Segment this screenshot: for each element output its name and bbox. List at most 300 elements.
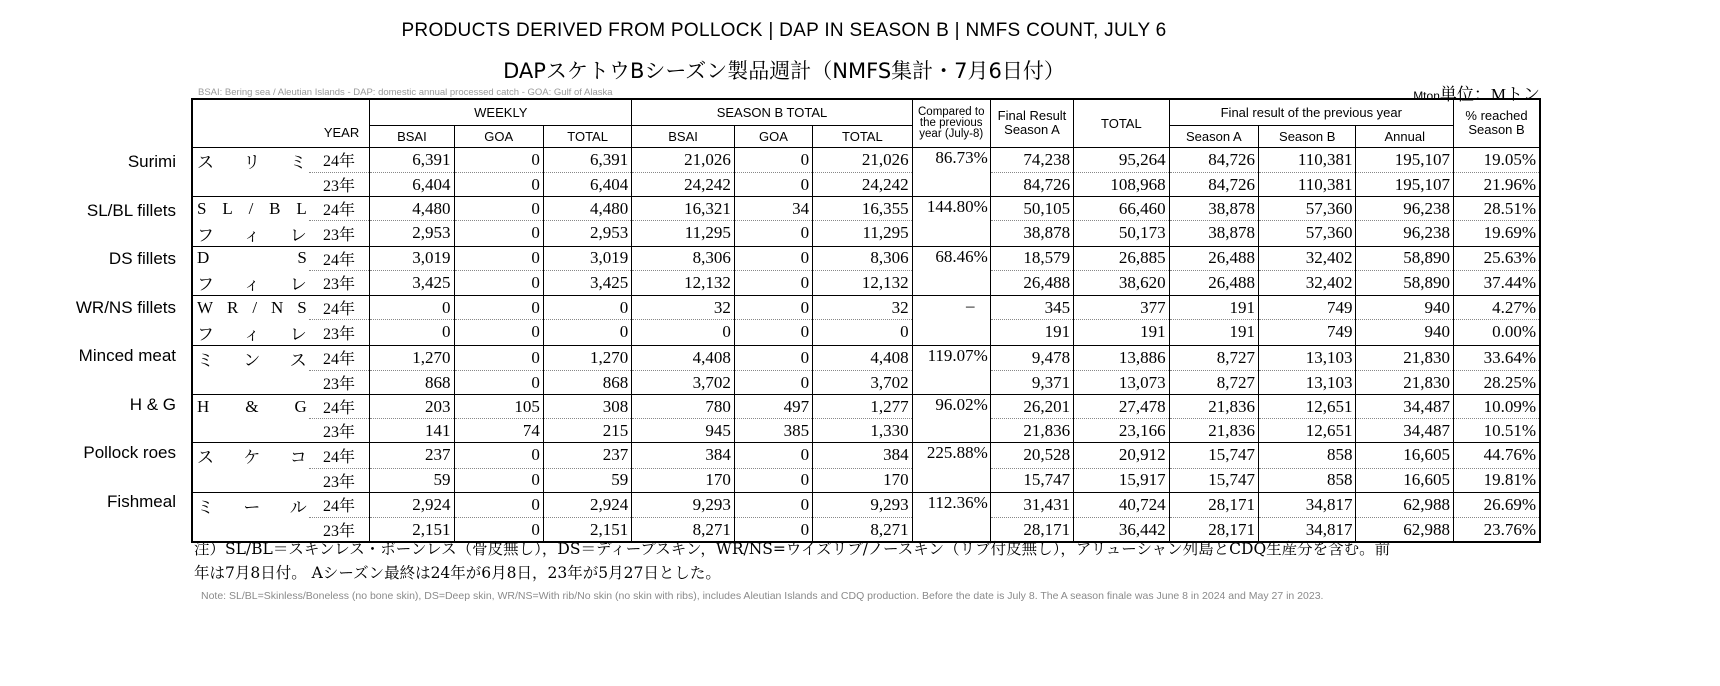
weekly-bsai-cell: 1,270 [370, 345, 454, 371]
prev-annual-cell: 34,487 [1356, 395, 1454, 419]
product-jp-char: ス [197, 448, 214, 467]
total-2-cell: 20,912 [1074, 443, 1169, 469]
weekly-goa-cell: 0 [454, 197, 543, 221]
prev-season-a-cell: 26,488 [1169, 270, 1258, 296]
product-jp-char: ケ [243, 448, 261, 467]
pct-reached-cell: 19.69% [1454, 221, 1541, 247]
product-jp-char: S [297, 248, 307, 268]
pct-reached-cell: 4.27% [1454, 296, 1541, 320]
final-season-a-cell: 74,238 [990, 147, 1073, 173]
b-bsai-cell: 11,295 [632, 221, 735, 247]
total-2-cell: 108,968 [1074, 173, 1169, 197]
year-cell: 24年 [309, 147, 370, 173]
total-2-cell: 13,886 [1074, 345, 1169, 371]
final-season-a-cell: 20,528 [990, 443, 1073, 469]
product-jp-char: D [197, 248, 210, 268]
weekly-goa-cell: 0 [454, 246, 543, 270]
product-label: Minced meat [78, 346, 176, 365]
compared-cell: 112.36% [912, 492, 990, 542]
product-jp-char: H [197, 396, 210, 416]
product-jp-char: ィ [243, 324, 261, 344]
b-goa-cell: 0 [734, 270, 812, 296]
product-jp-name [192, 345, 309, 371]
total-2-cell: 15,917 [1074, 468, 1169, 492]
prev-season-a-cell: 38,878 [1169, 221, 1258, 247]
header-b-total: TOTAL [813, 125, 913, 147]
header-prev-season-a: Season A [1169, 125, 1258, 147]
weekly-bsai-cell: 6,391 [370, 147, 454, 173]
product-jp-name [192, 320, 309, 346]
pct-reached-cell: 23.76% [1454, 518, 1541, 543]
title-japanese: DAPスケトウBシーズン製品週計（NMFS集計・7月6日付） [503, 59, 1065, 83]
pct-reached-cell: 10.51% [1454, 419, 1541, 443]
weekly-total-cell: 2,953 [543, 221, 631, 247]
prev-season-b-cell: 110,381 [1258, 173, 1356, 197]
compared-cell: – [912, 296, 990, 346]
final-season-a-cell: 18,579 [990, 246, 1073, 270]
final-season-a-cell: 84,726 [990, 173, 1073, 197]
compared-cell: 86.73% [912, 147, 990, 197]
year-cell: 23年 [309, 173, 370, 197]
prev-season-b-cell: 34,817 [1258, 518, 1356, 543]
pct-reached-cell: 44.76% [1454, 443, 1541, 469]
product-jp-name [192, 371, 309, 395]
header-weekly-total: TOTAL [543, 125, 631, 147]
year-cell: 23年 [309, 371, 370, 395]
product-jp-char: N [271, 297, 284, 317]
pct-reached-cell: 10.09% [1454, 395, 1541, 419]
year-cell: 24年 [309, 395, 370, 419]
b-bsai-cell: 170 [632, 468, 735, 492]
table-row [192, 221, 1540, 247]
prev-season-a-cell: 28,171 [1169, 518, 1258, 543]
prev-season-b-cell: 13,103 [1258, 371, 1356, 395]
product-label: Pollock roes [83, 443, 176, 462]
product-jp-char: ン [243, 350, 261, 370]
product-jp-name [192, 296, 309, 320]
weekly-total-cell: 215 [543, 419, 631, 443]
prev-season-b-cell: 13,103 [1258, 345, 1356, 371]
pct-reached-cell: 25.63% [1454, 246, 1541, 270]
prev-season-b-cell: 12,651 [1258, 395, 1356, 419]
table-row [192, 270, 1540, 296]
weekly-bsai-cell: 6,404 [370, 173, 454, 197]
b-bsai-cell: 8,306 [632, 246, 735, 270]
final-season-a-cell: 21,836 [990, 419, 1073, 443]
b-goa-cell: 0 [734, 345, 812, 371]
table-row [192, 492, 1540, 518]
table-row [192, 395, 1540, 419]
b-goa-cell: 0 [734, 492, 812, 518]
pct-reached-cell: 19.81% [1454, 468, 1541, 492]
header-prev-annual: Annual [1356, 125, 1454, 147]
product-jp-char: ル [289, 497, 307, 517]
prev-season-b-cell: 12,651 [1258, 419, 1356, 443]
table-body [192, 147, 1540, 542]
b-bsai-cell: 9,293 [632, 492, 735, 518]
abbreviations-legend: BSAI: Bering sea / Aleutian Islands - DAP: domestic annual processed catch - GOA: Gulf of Alaska [198, 87, 613, 98]
total-2-cell: 95,264 [1074, 147, 1169, 173]
header-season-b-total: SEASON B TOTAL [632, 99, 912, 125]
year-cell: 24年 [309, 345, 370, 371]
product-jp-char: フ [197, 275, 214, 294]
weekly-total-cell: 0 [543, 320, 631, 346]
weekly-total-cell: 3,019 [543, 246, 631, 270]
final-season-a-cell: 191 [990, 320, 1073, 346]
product-jp-char: ー [243, 497, 261, 517]
unit-label-jp: 単位：Mトン [1439, 85, 1540, 104]
year-cell: 24年 [309, 246, 370, 270]
product-jp-name [192, 468, 309, 492]
weekly-total-cell: 237 [543, 443, 631, 469]
total-2-cell: 23,166 [1074, 419, 1169, 443]
total-2-cell: 377 [1074, 296, 1169, 320]
header-weekly-bsai: BSAI [370, 125, 454, 147]
b-total-cell: 1,277 [813, 395, 913, 419]
header-year: YEAR [323, 124, 360, 140]
prev-annual-cell: 21,830 [1356, 371, 1454, 395]
final-season-a-cell: 26,201 [990, 395, 1073, 419]
product-jp-char: リ [243, 152, 261, 172]
note-japanese [194, 537, 1544, 585]
weekly-goa-cell: 0 [454, 371, 543, 395]
weekly-goa-cell: 0 [454, 492, 543, 518]
product-labels [0, 147, 176, 535]
note-japanese-line-2: 年は7月8日付。 Aシーズン最終は24年が6月8日，23年が5月27日とした。 [194, 564, 721, 582]
product-label: SL/BL fillets [86, 200, 176, 220]
header-reached: % reached Season B [1454, 99, 1541, 147]
prev-annual-cell: 16,605 [1356, 443, 1454, 469]
weekly-total-cell: 308 [543, 395, 631, 419]
prev-season-b-cell: 749 [1258, 296, 1356, 320]
weekly-goa-cell: 105 [454, 395, 543, 419]
product-jp-char: レ [289, 324, 307, 344]
prev-annual-cell: 940 [1356, 296, 1454, 320]
weekly-bsai-cell: 0 [370, 320, 454, 346]
note-english: Note: SL/BL=Skinless/Boneless (no bone skin), DS=Deep skin, WR/NS=With rib/No skin (no skin with ribs), includes Aleutian Islands and CDQ production. Before the date is July 8. The A season finale was June 8 in 2024 and May 27 in 2023. [201, 590, 1324, 602]
product-jp-char: レ [289, 275, 307, 294]
b-goa-cell: 0 [734, 147, 812, 173]
header-b-goa: GOA [734, 125, 812, 147]
prev-season-a-cell: 21,836 [1169, 395, 1258, 419]
b-bsai-cell: 16,321 [632, 197, 735, 221]
product-label: H & G [129, 394, 176, 414]
header-prev-year: Final result of the previous year [1169, 99, 1453, 125]
product-jp-char: レ [289, 225, 307, 245]
product-jp-char: W [197, 297, 214, 317]
product-jp-char: G [294, 396, 307, 416]
weekly-bsai-cell: 3,019 [370, 246, 454, 270]
compared-cell: 144.80% [912, 197, 990, 247]
weekly-goa-cell: 0 [454, 221, 543, 247]
note-japanese-line-1: 注）SL/BL＝スキンレス・ボーンレス（骨皮無し），DS＝ディープスキン，WR/NS=ウイズリブ/ノースキン（リブ付皮無し），アリューシャン列島とCDQ生産分を含む。前 [194, 540, 1391, 558]
b-total-cell: 0 [813, 320, 913, 346]
table-row [192, 443, 1540, 469]
prev-season-a-cell: 38,878 [1169, 197, 1258, 221]
b-goa-cell: 0 [734, 221, 812, 247]
header-prev-season-b: Season B [1258, 125, 1356, 147]
b-total-cell: 21,026 [813, 147, 913, 173]
product-jp-char: ィ [243, 275, 261, 294]
product-jp-char: ス [197, 152, 214, 172]
final-season-a-cell: 9,478 [990, 345, 1073, 371]
prev-annual-cell: 195,107 [1356, 173, 1454, 197]
pct-reached-cell: 33.64% [1454, 345, 1541, 371]
b-total-cell: 3,702 [813, 371, 913, 395]
prev-season-a-cell: 84,726 [1169, 173, 1258, 197]
year-cell: 24年 [309, 197, 370, 221]
product-jp-char: フ [197, 225, 214, 245]
b-bsai-cell: 32 [632, 296, 735, 320]
pct-reached-cell: 26.69% [1454, 492, 1541, 518]
product-jp-char: ミ [289, 152, 307, 172]
b-goa-cell: 0 [734, 246, 812, 270]
total-2-cell: 38,620 [1074, 270, 1169, 296]
product-jp-char: / [248, 198, 254, 218]
product-jp-char: ミ [197, 350, 214, 370]
pct-reached-cell: 28.25% [1454, 371, 1541, 395]
table-row [192, 371, 1540, 395]
b-total-cell: 16,355 [813, 197, 913, 221]
title-english: PRODUCTS DERIVED FROM POLLOCK | DAP IN SEASON B | NMFS COUNT, JULY 6 [401, 20, 1167, 41]
header-b-bsai: BSAI [632, 125, 735, 147]
b-goa-cell: 497 [734, 395, 812, 419]
prev-season-b-cell: 110,381 [1258, 147, 1356, 173]
total-2-cell: 40,724 [1074, 492, 1169, 518]
weekly-goa-cell: 0 [454, 320, 543, 346]
weekly-bsai-cell: 2,953 [370, 221, 454, 247]
b-bsai-cell: 3,702 [632, 371, 735, 395]
prev-season-b-cell: 858 [1258, 468, 1356, 492]
product-jp-name [192, 147, 309, 173]
prev-annual-cell: 940 [1356, 320, 1454, 346]
prev-annual-cell: 58,890 [1356, 270, 1454, 296]
weekly-total-cell: 2,151 [543, 518, 631, 543]
product-jp-char: / [252, 297, 258, 317]
prev-annual-cell: 16,605 [1356, 468, 1454, 492]
weekly-goa-cell: 0 [454, 173, 543, 197]
total-2-cell: 26,885 [1074, 246, 1169, 270]
product-label: DS fillets [108, 249, 176, 268]
prev-annual-cell: 96,238 [1356, 197, 1454, 221]
b-bsai-cell: 21,026 [632, 147, 735, 173]
weekly-total-cell: 3,425 [543, 270, 631, 296]
prev-season-a-cell: 15,747 [1169, 468, 1258, 492]
prev-season-b-cell: 32,402 [1258, 270, 1356, 296]
b-goa-cell: 0 [734, 443, 812, 469]
product-label: WR/NS fillets [75, 297, 176, 317]
weekly-bsai-cell: 3,425 [370, 270, 454, 296]
b-total-cell: 9,293 [813, 492, 913, 518]
compared-cell: 225.88% [912, 443, 990, 493]
year-cell: 23年 [309, 419, 370, 443]
pct-reached-cell: 28.51% [1454, 197, 1541, 221]
product-label: Surimi [127, 152, 176, 171]
b-bsai-cell: 24,242 [632, 173, 735, 197]
b-goa-cell: 385 [734, 419, 812, 443]
b-total-cell: 384 [813, 443, 913, 469]
prev-annual-cell: 34,487 [1356, 419, 1454, 443]
header-total-2: TOTAL [1074, 99, 1169, 147]
header-compared: Compared to the previous year (July-8) [912, 99, 990, 147]
product-jp-char: フ [197, 324, 214, 344]
product-jp-char: L [222, 198, 233, 218]
prev-annual-cell: 62,988 [1356, 492, 1454, 518]
header-weekly-goa: GOA [454, 125, 543, 147]
b-total-cell: 8,271 [813, 518, 913, 543]
weekly-total-cell: 868 [543, 371, 631, 395]
total-2-cell: 13,073 [1074, 371, 1169, 395]
b-total-cell: 32 [813, 296, 913, 320]
weekly-goa-cell: 0 [454, 147, 543, 173]
product-jp-name [192, 221, 309, 247]
weekly-total-cell: 2,924 [543, 492, 631, 518]
product-jp-name [192, 173, 309, 197]
weekly-bsai-cell: 203 [370, 395, 454, 419]
b-total-cell: 8,306 [813, 246, 913, 270]
pct-reached-cell: 21.96% [1454, 173, 1541, 197]
compared-cell: 68.46% [912, 246, 990, 296]
product-jp-char: R [227, 297, 239, 317]
b-total-cell: 11,295 [813, 221, 913, 247]
product-jp-char: コ [289, 448, 307, 467]
year-cell: 23年 [309, 221, 370, 247]
weekly-bsai-cell: 59 [370, 468, 454, 492]
table-row [192, 345, 1540, 371]
b-goa-cell: 34 [734, 197, 812, 221]
prev-season-b-cell: 32,402 [1258, 246, 1356, 270]
total-2-cell: 66,460 [1074, 197, 1169, 221]
product-jp-char: S [197, 198, 207, 218]
b-total-cell: 170 [813, 468, 913, 492]
weekly-bsai-cell: 0 [370, 296, 454, 320]
prev-season-a-cell: 15,747 [1169, 443, 1258, 469]
weekly-bsai-cell: 868 [370, 371, 454, 395]
pct-reached-cell: 37.44% [1454, 270, 1541, 296]
weekly-goa-cell: 0 [454, 270, 543, 296]
final-season-a-cell: 50,105 [990, 197, 1073, 221]
weekly-bsai-cell: 141 [370, 419, 454, 443]
weekly-total-cell: 1,270 [543, 345, 631, 371]
year-cell: 23年 [309, 270, 370, 296]
prev-season-a-cell: 8,727 [1169, 371, 1258, 395]
unit-label-en: Mton [1413, 89, 1440, 103]
total-2-cell: 50,173 [1074, 221, 1169, 247]
b-bsai-cell: 12,132 [632, 270, 735, 296]
table-row [192, 173, 1540, 197]
b-bsai-cell: 384 [632, 443, 735, 469]
prev-season-b-cell: 34,817 [1258, 492, 1356, 518]
prev-season-b-cell: 57,360 [1258, 197, 1356, 221]
b-total-cell: 4,408 [813, 345, 913, 371]
weekly-goa-cell: 0 [454, 518, 543, 543]
product-jp-char: B [269, 198, 281, 218]
header-blank [192, 99, 370, 147]
prev-season-a-cell: 191 [1169, 320, 1258, 346]
b-goa-cell: 0 [734, 518, 812, 543]
header-final-season-a: Final Result Season A [990, 99, 1073, 147]
weekly-total-cell: 0 [543, 296, 631, 320]
product-jp-name [192, 492, 309, 518]
weekly-total-cell: 6,404 [543, 173, 631, 197]
prev-annual-cell: 58,890 [1356, 246, 1454, 270]
year-cell: 23年 [309, 320, 370, 346]
year-cell: 24年 [309, 492, 370, 518]
b-bsai-cell: 0 [632, 320, 735, 346]
prev-season-a-cell: 84,726 [1169, 147, 1258, 173]
prev-season-b-cell: 858 [1258, 443, 1356, 469]
header-weekly: WEEKLY [370, 99, 632, 125]
weekly-goa-cell: 74 [454, 419, 543, 443]
weekly-bsai-cell: 4,480 [370, 197, 454, 221]
table-row [192, 197, 1540, 221]
compared-cell: 96.02% [912, 395, 990, 443]
weekly-goa-cell: 0 [454, 468, 543, 492]
final-season-a-cell: 28,171 [990, 518, 1073, 543]
b-goa-cell: 0 [734, 371, 812, 395]
total-2-cell: 36,442 [1074, 518, 1169, 543]
product-jp-name [192, 419, 309, 443]
b-goa-cell: 0 [734, 296, 812, 320]
weekly-goa-cell: 0 [454, 345, 543, 371]
total-2-cell: 27,478 [1074, 395, 1169, 419]
product-jp-name [192, 270, 309, 296]
weekly-bsai-cell: 2,924 [370, 492, 454, 518]
final-season-a-cell: 345 [990, 296, 1073, 320]
prev-season-a-cell: 26,488 [1169, 246, 1258, 270]
weekly-goa-cell: 0 [454, 296, 543, 320]
table-row [192, 419, 1540, 443]
weekly-goa-cell: 0 [454, 443, 543, 469]
table-row [192, 468, 1540, 492]
b-goa-cell: 0 [734, 468, 812, 492]
product-jp-char: S [297, 297, 307, 317]
b-total-cell: 12,132 [813, 270, 913, 296]
final-season-a-cell: 38,878 [990, 221, 1073, 247]
prev-annual-cell: 62,988 [1356, 518, 1454, 543]
prev-season-a-cell: 28,171 [1169, 492, 1258, 518]
year-cell: 24年 [309, 296, 370, 320]
final-season-a-cell: 26,488 [990, 270, 1073, 296]
b-bsai-cell: 8,271 [632, 518, 735, 543]
prev-season-a-cell: 8,727 [1169, 345, 1258, 371]
product-jp-char: ィ [243, 225, 261, 245]
table-row [192, 296, 1540, 320]
weekly-bsai-cell: 2,151 [370, 518, 454, 543]
table-row [192, 147, 1540, 173]
compared-cell: 119.07% [912, 345, 990, 395]
prev-annual-cell: 96,238 [1356, 221, 1454, 247]
product-jp-char: ス [289, 350, 307, 370]
pct-reached-cell: 19.05% [1454, 147, 1541, 173]
final-season-a-cell: 9,371 [990, 371, 1073, 395]
total-2-cell: 191 [1074, 320, 1169, 346]
table-row [192, 246, 1540, 270]
prev-season-b-cell: 749 [1258, 320, 1356, 346]
year-cell: 24年 [309, 443, 370, 469]
final-season-a-cell: 31,431 [990, 492, 1073, 518]
product-jp-char: L [296, 198, 307, 218]
year-cell: 23年 [309, 468, 370, 492]
weekly-bsai-cell: 237 [370, 443, 454, 469]
product-jp-name [192, 395, 309, 419]
b-bsai-cell: 4,408 [632, 345, 735, 371]
year-cell: 23年 [309, 518, 370, 543]
table-row [192, 320, 1540, 346]
product-jp-char: ミ [197, 497, 214, 517]
weekly-total-cell: 4,480 [543, 197, 631, 221]
prev-season-a-cell: 21,836 [1169, 419, 1258, 443]
